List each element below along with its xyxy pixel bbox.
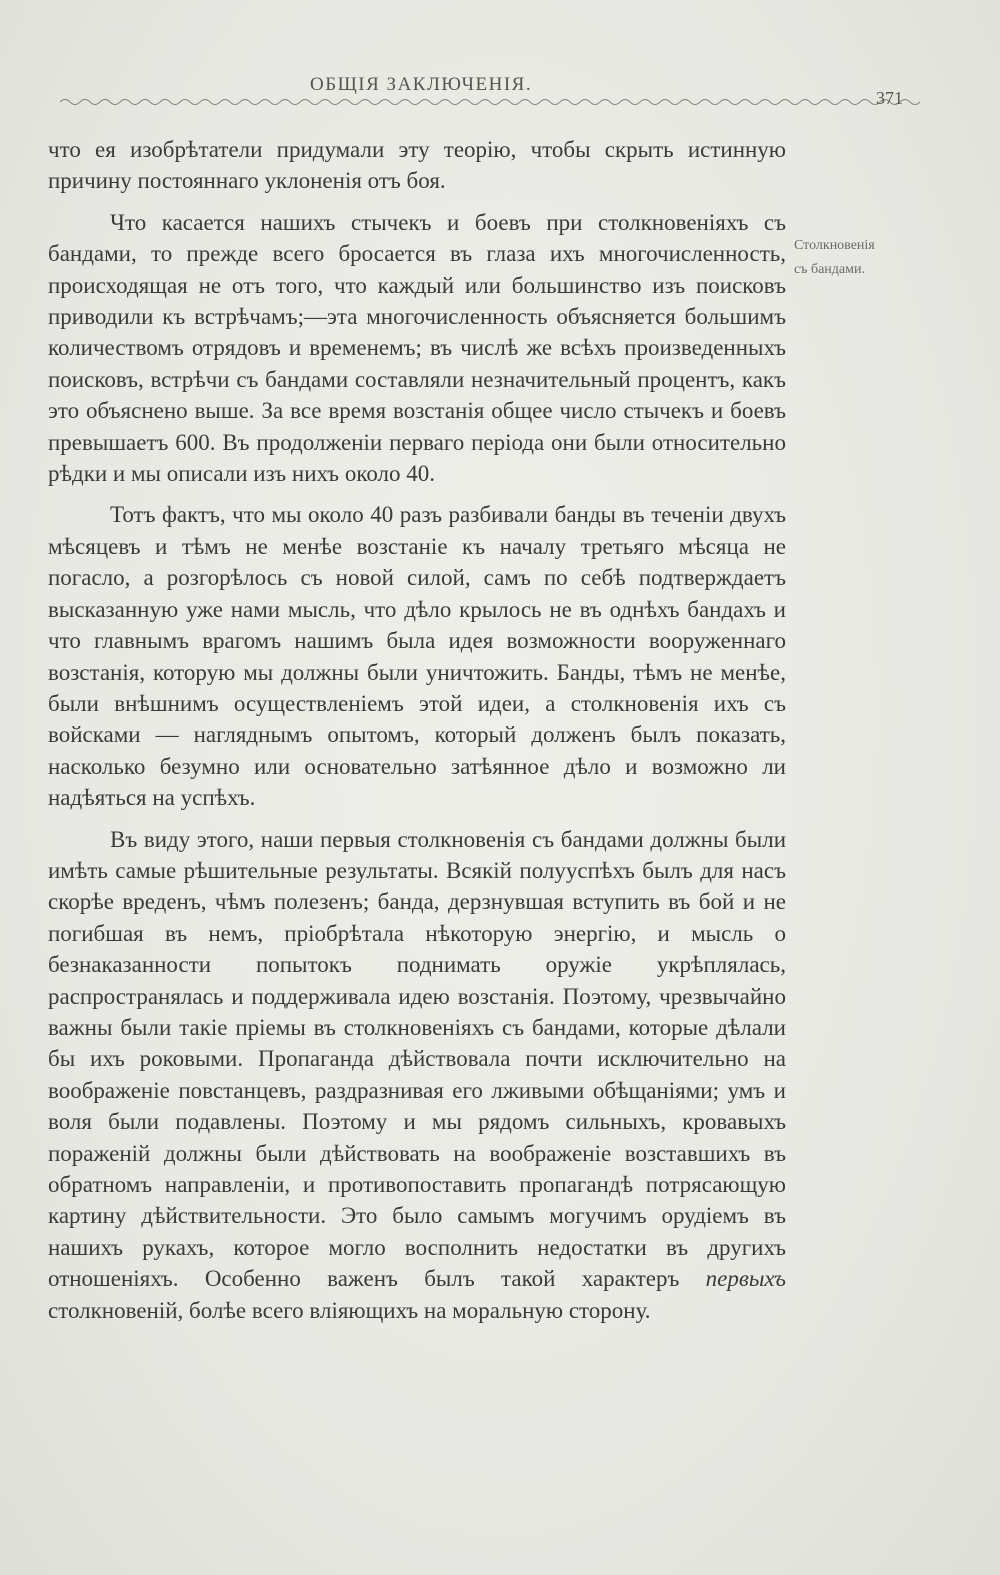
running-head [0,72,1000,112]
paragraph-4 [48,824,786,1327]
body-text [48,134,786,1336]
margin-note-line-1: Столкновенія [794,238,875,253]
page-number: 371 [876,88,903,108]
wavy-rule [60,96,920,108]
margin-note-line-2: съ бандами. [794,262,865,277]
paragraph-4-emphasis: первыхъ [705,1266,786,1292]
paragraph-4-text: Въ виду этого, наши первыя столкновенія съ бандами должны были имѣть самые рѣшительные результаты. Всякій полууспѣхъ былъ для насъ скорѣе вреденъ, чѣмъ полезенъ; банда, дерзнувшая вступить въ бой и не погибшая въ немъ, пріобрѣтала нѣкоторую энергію, и мысль о безнаказанности попытокъ поднимать оружіе укрѣплялась, распространялась и поддерживала идею возстанія. Поэтому, чрезвычайно важны были такіе пріемы въ столкновеніяхъ съ бандами, которые дѣлали бы ихъ роковыми. Пропаганда дѣйствовала почти исключительно на воображеніе повстанцевъ, раздразнивая его лживыми обѣщаніями; умъ и воля были подавлены. Поэтому и мы рядомъ сильныхъ, кровавыхъ пораженій должны были дѣйствовать на воображеніе возставшихъ въ обратномъ направленіи, и противопоставить пропагандѣ потрясающую картину дѣйствительности. Это было самымъ могучимъ орудіемъ въ нашихъ рукахъ, которое могло восполнить недостатки въ другихъ отношеніяхъ. Особенно важенъ былъ такой характеръ [48,826,786,1292]
running-title: ОБЩІЯ ЗАКЛЮЧЕНІЯ. [310,74,533,95]
paragraph-4-text-end: столкновеній, болѣе всего вліяющихъ на моральную сторону. [48,1297,651,1323]
paragraph-3: Тотъ фактъ, что мы около 40 разъ разбивали банды въ теченіи двухъ мѣсяцевъ и тѣмъ не менѣе возстаніе къ началу третьяго мѣсяца не погасло, а розгорѣлось съ новой силой, самъ по себѣ подтверждаетъ высказанную уже нами мысль, что дѣло крылось не въ однѣхъ бандахъ и что главнымъ врагомъ нашимъ была идея возможности вооруженнаго возстанія, которую мы должны были уничтожить. Банды, тѣмъ не менѣе, были внѣшнимъ осуществленіемъ этой идеи, а столкновенія ихъ съ войсками — нагляднымъ опытомъ, который долженъ былъ показать, насколько безумно или основательно затѣянное дѣло и возможно ли надѣяться на успѣхъ. [48,502,786,811]
margin-note [794,234,924,282]
paragraph-2: Что касается нашихъ стычекъ и боевъ при столкновеніяхъ съ бандами, то прежде всего бросается въ глаза ихъ многочисленность, происходящая не отъ того, что каждый или большинство изъ поисковъ приводили къ встрѣчамъ;—эта многочисленность объясняется большимъ количествомъ отрядовъ и временемъ; въ числѣ же всѣхъ произведенныхъ поисковъ, встрѣчи съ бандами составляли незначительный процентъ, какъ это объяснено выше. За все время возстанія общее число стычекъ и боевъ превышаетъ 600. Въ продолженіи перваго періода они были относительно рѣдки и мы описали изъ нихъ около 40. [48,209,786,487]
paragraph-1: что ея изобрѣтатели придумали эту теорію, чтобы скрыть истинную причину постояннаго уклоненія отъ боя. [48,137,786,194]
